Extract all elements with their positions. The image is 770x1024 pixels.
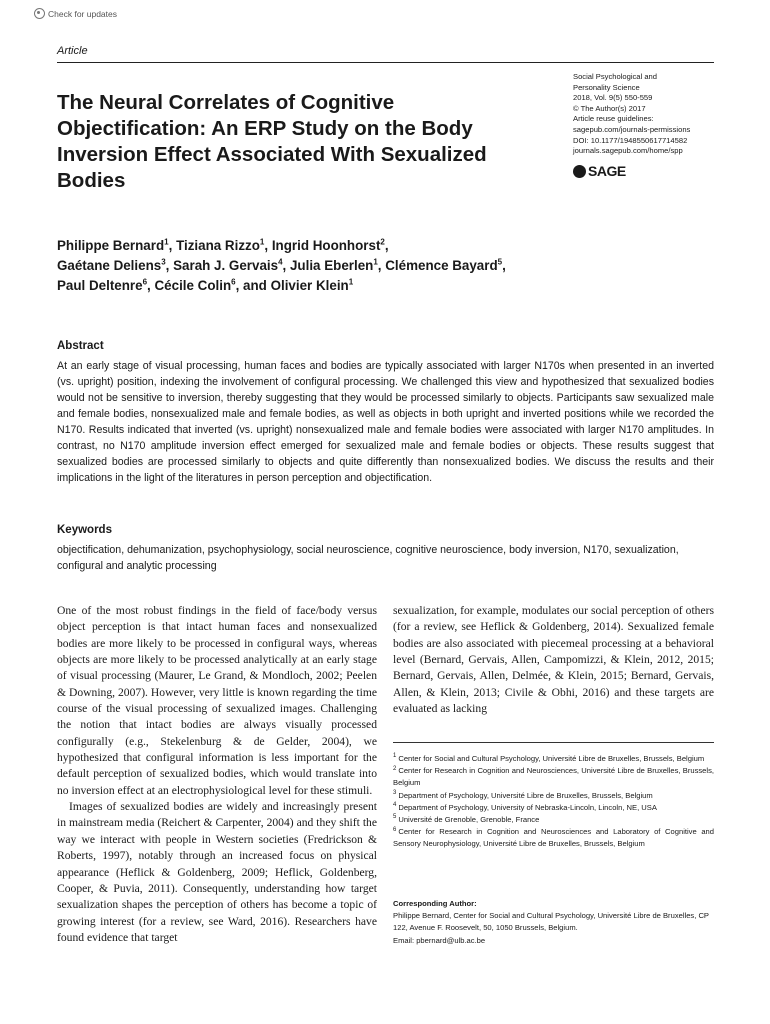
abstract-heading: Abstract (57, 340, 104, 352)
author-name: Paul Deltenre (57, 278, 143, 293)
journal-volume: 2018, Vol. 9(5) 550-559 (573, 93, 653, 103)
sage-logo-text: SAGE (588, 163, 626, 179)
author-list (57, 236, 717, 296)
footnote-text: Université de Grenoble, Grenoble, France (398, 815, 540, 825)
author-affiliation: 1 (348, 277, 354, 287)
author-separator: , (147, 278, 155, 293)
journal-reuse-link[interactable]: sagepub.com/journals-permissions (573, 124, 691, 134)
footnote-item (393, 826, 714, 850)
author-name: Sarah J. Gervais (173, 258, 279, 273)
author-separator: , (168, 238, 177, 253)
author-affiliation: 6 (142, 277, 148, 287)
journal-doi[interactable]: DOI: 10.1177/1948550617714582 (573, 135, 688, 145)
footnote-number: 4 (393, 802, 397, 809)
keywords-heading: Keywords (57, 524, 112, 536)
corresponding-author-email[interactable]: Email: pbernard@ulb.ac.be (393, 935, 486, 945)
footnote-item (393, 765, 714, 789)
check-for-updates-link[interactable] (34, 8, 117, 19)
body-paragraph: Images of sexualized bodies are widely and increasingly present in mainstream media (Reichert & Carpenter, 2004) and they shift the way we interact with people in Western societies (Fredrickson & Roberts, 1997), notably through an increased focus on physical appearance (Heflick & Goldenberg, 2009; Heflick, Goldenberg, Cooper, & Puvia, 2011). Consequently, understanding how target sexualization shapes the perception of others has become a topic of growing interest (for a review, see Ward, 2016). Researchers have found evidence that target (57, 800, 377, 944)
journal-reuse-line1: Article reuse guidelines: (573, 114, 654, 124)
author-name: Cécile Colin (154, 278, 232, 293)
footnote-item (393, 790, 714, 802)
author-affiliation: 1 (164, 237, 169, 247)
footnote-text: Center for Research in Cognition and Neurosciences and Laboratory of Cognitive and Sensory Neurophysiology, Université Libre de Bruxelles, Brussels, Belgium (393, 827, 714, 849)
footnote-text: Department of Psychology, Université Libre de Bruxelles, Brussels, Belgium (398, 790, 653, 800)
journal-copyright: © The Author(s) 2017 (573, 103, 646, 113)
paper-title: The Neural Correlates of Cognitive Objectification: An ERP Study on the Body Inversion Effect Associated With Sexualized Bodies (57, 91, 487, 192)
footnote-text: Center for Social and Cultural Psychology, Université Libre de Bruxelles, Brussels, Belgium (398, 754, 705, 763)
author-separator: , (165, 258, 174, 273)
corresponding-author (393, 898, 714, 947)
footnote-rule (393, 742, 714, 743)
journal-name-line2: Personality Science (573, 82, 640, 92)
body-paragraph: One of the most robust findings in the field of face/body versus object perception is that intact human faces and nonsexualized bodies are more likely to be processed in configural ways, whereas objects are more likely to be processed analytically at an early stage of visual processing (Maurer, Le Grand, & Mondloch, 2002; Peelen & Downing, 2007). However, very little is known regarding the time course of the visual processing of sexualized images. Challenging the notion that intact bodies are always visually processed configurally (e.g., Stekelenburg & de Gelder, 2004), we hypothesized that configural information is less important for the default perception of sexualized bodies, which would translate into no inversion effect at an electrophysiological level for these stimuli. (57, 604, 377, 797)
author-separator: , and (235, 278, 271, 293)
header-rule (57, 62, 714, 63)
author-separator: , (282, 258, 290, 273)
article-type-label: Article (57, 45, 88, 57)
footnote-item (393, 814, 714, 826)
footnote-number: 3 (393, 790, 397, 797)
body-paragraph: sexualization, for example, modulates our social perception of others (for a review, see Heflick & Goldenberg, 2014). Sexualized female bodies are also associated with piecemeal processing at a behavioral level (Bernard, Gervais, Allen, Campomizzi, & Klein, 2012, 2015; Bernard, Gervais, Allen, Delmée, & Klein, 2015; Bernard, Gervais, Allen, & Klein, 2013; Civile & Obhi, 2016) and these targets are evaluated as lacking (393, 604, 714, 716)
author-name: Clémence Bayard (385, 258, 498, 273)
author-affiliation: 4 (278, 257, 283, 267)
author-affiliation: 3 (161, 257, 166, 267)
sage-logo (573, 163, 626, 179)
author-name: Gaétane Deliens (57, 258, 162, 273)
journal-url[interactable]: journals.sagepub.com/home/spp (573, 146, 683, 156)
abstract-text: At an early stage of visual processing, human faces and bodies are typically associated with larger N170s when presented in an inverted (vs. upright) position, indexing the involvement of configural processing. We challenged this view and hypothesized that sexualized bodies would not be sensitive to inversion, thereby suggesting that they would be processed similarly to objects. Participants saw sexualized male and female bodies, nonsexualized male and female bodies, as well as objects in both upright and inverted positions while we recorded the N170. Results indicated that inverted (vs. upright) nonsexualized male and female bodies were associated with larger N170 amplitudes. In contrast, no N170 amplitude inversion effect emerged for sexualized male and female bodies or objects. These results suggest that sexualized bodies are processed similarly to objects and quite differently than nonsexualized bodies. We discuss the results and their implications in the light of the literatures in person perception and objectification. (57, 360, 714, 484)
journal-info (573, 72, 733, 157)
author-affiliation: 1 (373, 257, 378, 267)
corresponding-author-heading: Corresponding Author: (393, 899, 477, 908)
author-separator: , (377, 258, 386, 273)
author-name: Tiziana Rizzo (176, 238, 260, 253)
footnote-number: 5 (393, 814, 397, 821)
author-name: Julia Eberlen (289, 258, 374, 273)
body-column-left (57, 603, 377, 946)
author-separator: , (264, 238, 272, 253)
footnote-number: 6 (393, 826, 397, 833)
footnote-number: 1 (393, 753, 397, 760)
affiliation-footnotes (393, 753, 714, 851)
author-name: Olivier Klein (270, 278, 349, 293)
body-column-right (393, 603, 714, 717)
author-affiliation: 5 (497, 257, 503, 267)
author-separator: , (502, 258, 506, 273)
footnote-item (393, 802, 714, 814)
footnote-text: Center for Research in Cognition and Neurosciences, Université Libre de Bruxelles, Brussels, Belgium (393, 766, 714, 788)
keywords-text: objectification, dehumanization, psychophysiology, social neuroscience, cognitive neuroscience, body inversion, N170, sexualization, configural and analytic processing (57, 544, 679, 572)
sage-logo-icon (573, 165, 586, 178)
author-affiliation: 6 (231, 277, 236, 287)
footnote-number: 2 (393, 765, 397, 772)
author-name: Philippe Bernard (57, 238, 165, 253)
corresponding-author-address: Philippe Bernard, Center for Social and Cultural Psychology, Université Libre de Bruxelles, CP 122, Avenue F. Roosevelt, 50, 1050 Brussels, Belgium. (393, 911, 709, 933)
author-separator: , (384, 238, 389, 253)
author-affiliation: 2 (380, 237, 385, 247)
update-icon (34, 8, 45, 19)
journal-name-line1: Social Psychological and (573, 72, 658, 81)
footnote-text: Department of Psychology, University of Nebraska-Lincoln, Lincoln, NE, USA (398, 802, 657, 812)
footnote-item (393, 753, 714, 765)
check-for-updates-label: Check for updates (48, 8, 117, 19)
author-name: Ingrid Hoonhorst (271, 238, 381, 253)
author-affiliation: 1 (259, 237, 265, 247)
